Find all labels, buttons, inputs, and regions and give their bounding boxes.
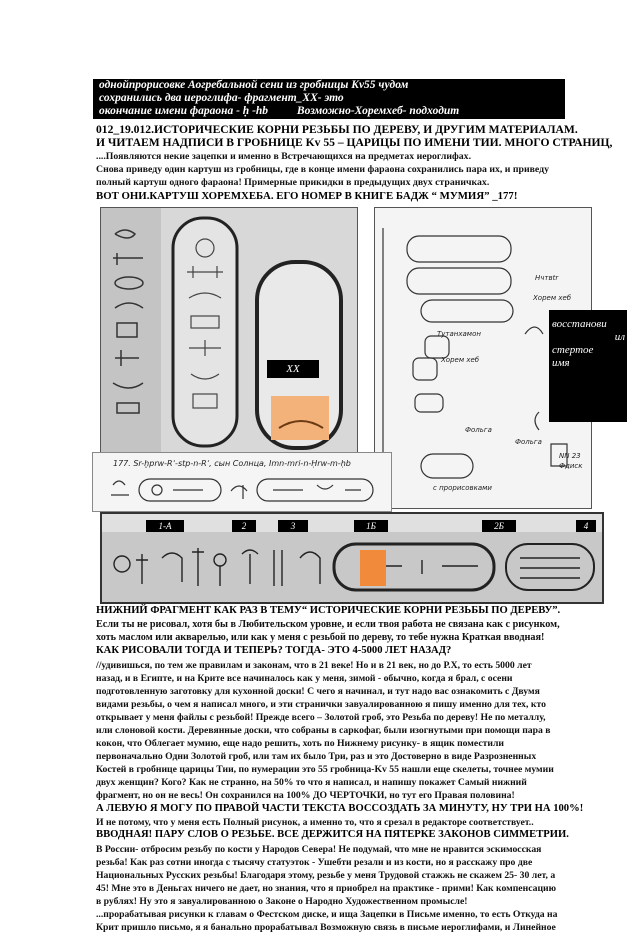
- note-tutankhamun: Тутанхамон: [437, 330, 481, 338]
- body-line: хоть маслом или акварелью, или как у меня с резьбой по дереву, то тебе нужна Краткая вводная!: [96, 632, 545, 643]
- body-header-4: ВВОДНАЯ! ПАРУ СЛОВ О РЕЗЬБЕ. ВСЕ ДЕРЖИТСЯ НА ПЯТЕРКЕ ЗАКОНОВ СИММЕТРИИ.: [96, 829, 569, 840]
- restore-line: имя: [552, 357, 570, 369]
- body-line: 45! Мне это в Деньгах ничего не дает, но знания, что я приобрел на практике - прими! Как компенсацию: [96, 883, 557, 894]
- body-line: фрагмент, но он не весь! Он сохранился на 100% ДО ЧЕРТОЧКИ, но тут его Правая половина!: [96, 790, 515, 801]
- caption-line-3-left: окончание имени фараона - ḥ -hb: [99, 105, 269, 117]
- body-section-3: [96, 816, 534, 829]
- body-line: ...прорабатывая рисунки к главам о Фестском диске, и ища Зацепки в Письме именно, то есть Откуда на: [96, 909, 558, 920]
- intro-text: [96, 150, 549, 189]
- body-line: Костей в гробнице царицы Тии, по нумерации это 55 гробница-Kv 55 нашли еще скелеты, точнее мумии: [96, 764, 554, 775]
- restore-line: ил: [614, 331, 625, 343]
- cartouche-drawing: [101, 208, 357, 452]
- note-foil-2: Фольга: [515, 438, 542, 446]
- body-line: в рублях! Ну это я завуалированною о Законе о Народно Художественном промысле!: [96, 896, 468, 907]
- body-line: И не потому, что у меня есть Полный рисунок, а именно то, что я срезал в редакторе соответствует..: [96, 817, 534, 828]
- body-section-1: [96, 618, 560, 644]
- page-subtitle: И ЧИТАЕМ НАДПИСИ В ГРОБНИЦЕ Kv 55 – ЦАРИЦЫ ПО ИМЕНИ ТИИ. МНОГО СТРАНИЦ,: [96, 136, 613, 149]
- budge-glyphs: [93, 471, 391, 511]
- body-line: назад, и в Египте, и на Крите все начиналось как у меня, зимой - обычно, когда я брал, с осени: [96, 673, 513, 684]
- body-line: //удивишься, по тем же правилам и законам, что в 21 веке! Но и в 21 век, но до Р.Х, то есть 5000 лет: [96, 660, 532, 671]
- body-header-3: А ЛЕВУЮ Я МОГУ ПО ПРАВОЙ ЧАСТИ ТЕКСТА ВОССОЗДАТЬ ЗА МИНУТУ, НУ ТРИ НА 100%!: [96, 803, 584, 814]
- body-line: Национальных Русских резьбы! Благодаря этому, резьбе у меня Трудовой стажжь не скажем 25- 30 лет, а: [96, 870, 556, 881]
- caption-line-3-right: Возможно-Хоремхеб- подходит: [296, 105, 460, 117]
- segment-3: 3: [278, 520, 308, 532]
- intro-header: ВОТ ОНИ.КАРТУШ ХОРЕМХЕБА. ЕГО НОМЕР В КНИГЕ БАДЖ “ МУМИЯ” _177!: [96, 190, 518, 202]
- body-line: резьба! Как раз сотни иногда с тысячу статуэток - Ушебти резали и из кости, но я расскажу про две: [96, 857, 533, 868]
- body-line: подготовленную заготовку для кухонной доски! С чего я начинал, и тут надо вас ознакомить с Двумя: [96, 686, 540, 697]
- segment-1b: 1Б: [354, 520, 388, 532]
- segment-2: 2: [232, 520, 256, 532]
- note-nn23: NN 23: [559, 452, 581, 460]
- cartouche-photo: [100, 207, 358, 453]
- body-line: первоначально Одни Золотой гроб, или там их было Три, раз и это Достоверно в виде Разрозненных: [96, 751, 537, 762]
- budge-cartouche: [92, 452, 392, 512]
- segment-4: 4: [576, 520, 596, 532]
- body-header: НИЖНИЙ ФРАГМЕНТ КАК РАЗ В ТЕМУ“ ИСТОРИЧЕСКИЕ КОРНИ РЕЗЬБЫ ПО ДЕРЕВУ”.: [96, 605, 561, 616]
- caption-line-2: сохранились два иероглифа- фрагмент_XX- это: [99, 92, 344, 104]
- intro-line: ....Появляются некие зацепки и именно в Встречающихся на предметах иероглифах.: [96, 151, 472, 162]
- note-horemheb-top: Нчтвtr: [535, 274, 559, 282]
- body-line: открывает у меня файлы с резьбой! Прежде всего – Золотой гроб, это Резьба по дереву! Не по металлу,: [96, 712, 546, 723]
- body-line: или слоновой кости. Деревянные доски, что собраны в саркофаг, были изогнутыми при помощи пара в: [96, 725, 551, 736]
- restore-line: стертое: [552, 344, 594, 356]
- caption-line-3: [99, 105, 565, 118]
- segment-1a: 1-А: [146, 520, 184, 532]
- note-horemheb: Хорем хеб: [533, 294, 572, 302]
- body-header-2: КАК РИСОВАЛИ ТОГДА И ТЕПЕРЬ? ТОГДА- ЭТО 4-5000 ЛЕТ НАЗАД?: [96, 645, 452, 656]
- budge-caption: 177. Sr-ḫprw-Rʿ-stp-n-Rʿ, сын Солнца, Imn-mri-n-Ḥrw-m-ḥb: [113, 459, 351, 468]
- body-line: Если ты не рисовал, хотя бы в Любительском уровне, и если твоя работа не связана как с рисунком,: [96, 619, 560, 630]
- note-disc: Фдиск: [559, 462, 583, 470]
- body-section-4: [96, 843, 557, 934]
- body-line: видами резьбы, о чем я написал много, и эти странички завуалированною я пишу именно для тех, кто: [96, 699, 546, 710]
- segment-2b: 2Б: [482, 520, 516, 532]
- body-line: Крит пришло письмо, я я банально прорабатывал Возможную связь в письме иероглифами, и Линейное: [96, 922, 556, 933]
- intro-line: полный картуш одного фараона! Примерные прикидки в предыдущих двух страничках.: [96, 177, 490, 188]
- body-line: кокон, что Облегает мумию, еще надо решить, хоть по Нижнему рисунку- в ящик поместили: [96, 738, 504, 749]
- caption-box: [93, 79, 565, 119]
- xx-label: XX: [267, 360, 319, 378]
- body-line: двух женщин? Кого? Как не странно, на 50% то что я написал, и напишу покажет Самый нижний: [96, 777, 527, 788]
- caption-line-1: однойпрорисовке Аогребальной сени из гробницы Kv55 чудом: [99, 79, 409, 91]
- frieze-photo: [100, 512, 604, 604]
- body-section-2: [96, 659, 554, 802]
- note-drawings: с прорисовками: [433, 484, 492, 492]
- restore-line: восстанови: [552, 318, 607, 330]
- page-title: 012_19.012.ИСТОРИЧЕСКИЕ КОРНИ РЕЗЬБЫ ПО ДЕРЕВУ, И ДРУГИМ МАТЕРИАЛАМ.: [96, 123, 578, 136]
- note-foil: Фольга: [465, 426, 492, 434]
- note-horemheb-2: Хорем хеб: [441, 356, 480, 364]
- restore-label: [549, 310, 627, 422]
- intro-line: Снова приведу один картуш из гробницы, где в конце имени фараона сохранились пара их, и приведу: [96, 164, 550, 175]
- body-line: В России- отбросим резьбу по кости у Народов Севера! Не подумай, что мне не нравится эскимосская: [96, 844, 542, 855]
